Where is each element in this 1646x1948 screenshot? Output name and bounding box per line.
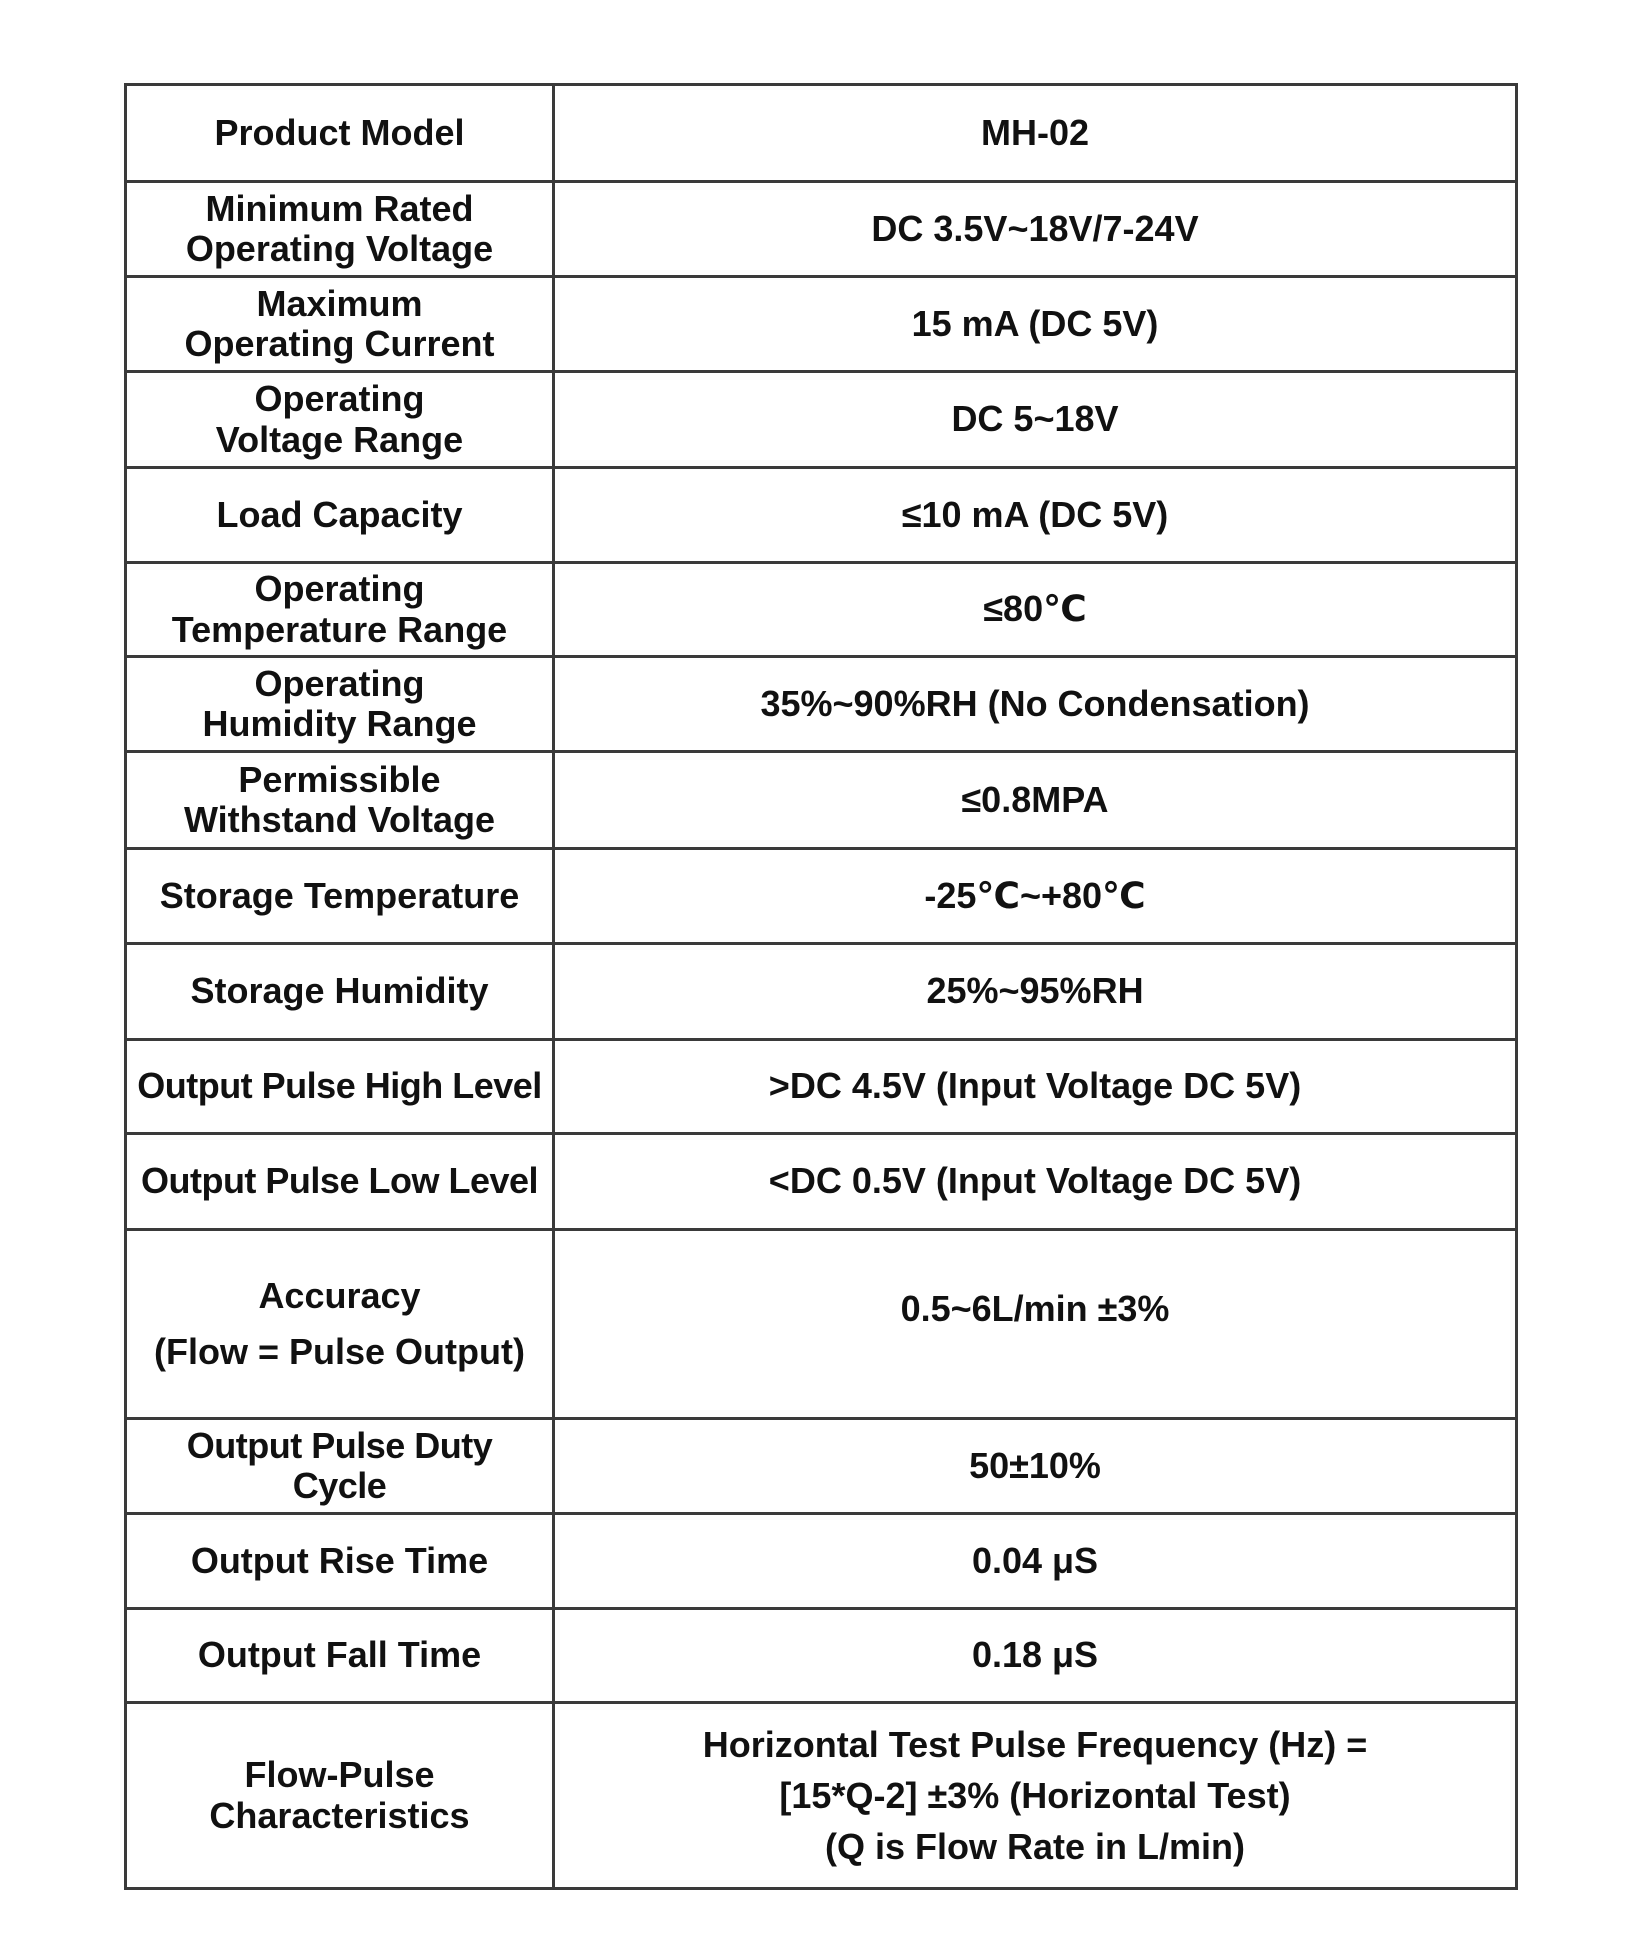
label-text: Storage Temperature xyxy=(159,874,520,916)
row-label xyxy=(127,86,555,180)
row-value xyxy=(555,1610,1515,1701)
table-row-operating-temperature-range xyxy=(127,561,1515,655)
row-label xyxy=(127,469,555,561)
row-value xyxy=(555,469,1515,561)
table-row-max-operating-current xyxy=(127,275,1515,370)
label-text: Operating Humidity Range xyxy=(202,662,477,744)
table-row-operating-humidity-range xyxy=(127,655,1515,750)
row-label xyxy=(127,1704,555,1887)
row-label xyxy=(127,1135,555,1228)
row-value xyxy=(555,1420,1515,1512)
row-label xyxy=(127,753,555,847)
row-value xyxy=(555,1515,1515,1607)
value-text: 15 mA (DC 5V) xyxy=(911,302,1159,344)
row-label xyxy=(127,945,555,1038)
row-value xyxy=(555,86,1515,180)
label-text: Output Pulse High Level xyxy=(137,1065,542,1107)
label-text: Maximum Operating Current xyxy=(184,282,495,364)
row-label xyxy=(127,1231,555,1417)
row-value xyxy=(555,278,1515,370)
value-text: Horizontal Test Pulse Frequency (Hz) = [15*Q-2] ±3% (Horizontal Test) (Q is Flow Rate in L/min) xyxy=(702,1723,1368,1868)
value-text: MH-02 xyxy=(980,111,1090,153)
label-text: Output Fall Time xyxy=(197,1634,482,1676)
row-value xyxy=(555,1041,1515,1132)
table-row-product-model xyxy=(127,86,1515,180)
value-text: ≤10 mA (DC 5V) xyxy=(901,493,1169,535)
table-row-accuracy xyxy=(127,1228,1515,1417)
table-row-min-rated-voltage xyxy=(127,180,1515,275)
value-text: 0.04 μS xyxy=(971,1539,1099,1581)
value-text: 0.18 μS xyxy=(971,1634,1099,1676)
value-text: 25%~95%RH xyxy=(926,970,1144,1012)
row-label xyxy=(127,850,555,942)
row-label xyxy=(127,564,555,655)
row-value xyxy=(555,753,1515,847)
row-label xyxy=(127,278,555,370)
table-row-storage-temperature xyxy=(127,847,1515,942)
table-row-flow-pulse-characteristics xyxy=(127,1701,1515,1887)
value-text: >DC 4.5V (Input Voltage DC 5V) xyxy=(768,1065,1302,1107)
row-value xyxy=(555,564,1515,655)
table-row-output-pulse-low-level xyxy=(127,1132,1515,1228)
row-value xyxy=(555,183,1515,275)
table-row-output-fall-time xyxy=(127,1607,1515,1701)
table-row-operating-voltage-range xyxy=(127,370,1515,466)
table-row-load-capacity xyxy=(127,466,1515,561)
label-text: Output Pulse Duty Cycle xyxy=(186,1424,493,1506)
table-row-permissible-withstand-voltage xyxy=(127,750,1515,847)
row-label xyxy=(127,1420,555,1512)
value-text: DC 5~18V xyxy=(951,398,1119,440)
label-text: Flow-Pulse Characteristics xyxy=(209,1754,470,1836)
label-text: Operating Temperature Range xyxy=(171,568,508,650)
value-text: ≤0.8MPA xyxy=(961,778,1109,820)
row-value xyxy=(555,850,1515,942)
label-text: Minimum Rated Operating Voltage xyxy=(185,187,494,269)
row-value xyxy=(555,1704,1515,1887)
value-text: 0.5~6L/min ±3% xyxy=(900,1288,1170,1329)
row-label xyxy=(127,183,555,275)
row-label xyxy=(127,1515,555,1607)
value-text: ≤80℃ xyxy=(983,588,1087,630)
row-value xyxy=(555,945,1515,1038)
row-label xyxy=(127,1610,555,1701)
row-value xyxy=(555,1231,1515,1417)
row-label xyxy=(127,658,555,750)
value-text: <DC 0.5V (Input Voltage DC 5V) xyxy=(768,1160,1302,1202)
row-value xyxy=(555,1135,1515,1228)
value-text: 35%~90%RH (No Condensation) xyxy=(760,682,1310,724)
table-row-output-rise-time xyxy=(127,1512,1515,1607)
label-text: Output Rise Time xyxy=(190,1539,489,1581)
row-label xyxy=(127,1041,555,1132)
value-text: 50±10% xyxy=(969,1444,1101,1486)
table-row-output-pulse-duty-cycle xyxy=(127,1417,1515,1512)
table-row-storage-humidity xyxy=(127,942,1515,1038)
label-text: Accuracy (Flow = Pulse Output) xyxy=(154,1275,525,1372)
label-text: Storage Humidity xyxy=(190,970,489,1012)
label-text: Product Model xyxy=(214,111,465,153)
value-text: -25℃~+80℃ xyxy=(924,874,1146,916)
label-text: Load Capacity xyxy=(216,493,463,535)
row-value xyxy=(555,658,1515,750)
label-text: Operating Voltage Range xyxy=(215,378,464,460)
value-text: DC 3.5V~18V/7-24V xyxy=(871,207,1199,249)
label-text: Output Pulse Low Level xyxy=(140,1160,539,1202)
label-text: Permissible Withstand Voltage xyxy=(183,758,495,840)
spec-table xyxy=(124,83,1518,1890)
row-value xyxy=(555,373,1515,466)
table-row-output-pulse-high-level xyxy=(127,1038,1515,1132)
row-label xyxy=(127,373,555,466)
